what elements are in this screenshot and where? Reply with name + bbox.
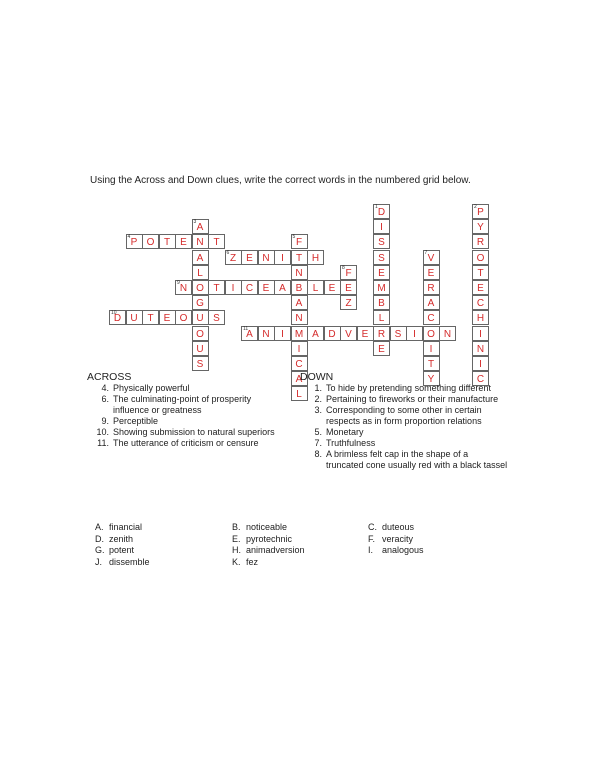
cell-letter: R [476,237,485,249]
cell-letter: I [281,252,284,264]
across-clue: 9. Perceptible [101,416,159,426]
cell-letter: N [262,252,270,264]
cell-letter: Y [477,222,484,234]
cell-letter: A [295,298,303,310]
grid-cell[interactable] [423,310,440,325]
grid-cell[interactable] [225,280,242,295]
word-bank-column-3 [368,522,424,557]
cell-letter: T [147,313,154,325]
across-clue: 4. Physically powerful [101,383,190,393]
cell-letter: A [295,374,303,386]
grid-cell[interactable] [192,265,209,280]
cell-letter: T [427,359,435,370]
grid-cell[interactable] [126,310,143,325]
cell-letter: D [113,313,122,325]
grid-cell[interactable] [225,250,242,265]
cell-letter: A [246,328,253,340]
grid-cell[interactable] [373,234,390,249]
cell-number: 8 [342,264,345,271]
grid-cell[interactable] [373,326,390,341]
word-bank-item: J. dissemble [95,556,150,567]
cell-letter: E [246,252,253,264]
grid-cell[interactable] [472,295,489,310]
across-clue: 10. Showing submission to natural superiors [96,427,275,437]
down-clue: 1. To hide by pretending something different [314,383,491,393]
cell-letter: S [378,237,385,249]
grid-cell[interactable] [373,204,390,219]
cell-letter: S [394,328,402,340]
word-bank-item: H. animadversion [232,545,305,555]
grid-cell[interactable] [291,295,308,310]
grid-cell[interactable] [291,310,308,325]
word-bank-item: K. fez [232,556,259,567]
grid-cell[interactable] [291,356,308,371]
cell-number: 3 [193,219,197,226]
grid-cell[interactable] [274,250,291,265]
cell-letter: A [196,222,204,234]
cell-letter: C [476,374,485,386]
cell-letter: B [378,298,385,310]
grid-cell[interactable] [307,326,324,341]
across-clues [87,383,287,449]
grid-cell[interactable] [291,265,308,280]
across-heading: ACROSS [87,371,132,383]
down-clue: 5. Monetary [314,427,364,437]
grid-cell[interactable] [307,280,324,295]
grid-cell[interactable] [175,234,192,249]
grid-cell[interactable] [340,295,357,310]
grid-cell[interactable] [373,280,390,295]
cell-letter: C [245,283,254,294]
cell-letter: T [477,267,484,279]
grid-cell[interactable] [472,310,489,325]
cell-letter: S [378,252,385,264]
grid-cell[interactable] [142,310,159,325]
grid-cell[interactable] [357,326,374,341]
grid-cell[interactable] [472,280,489,295]
cell-letter: R [427,283,435,294]
grid-cell[interactable] [423,295,440,310]
grid-cell[interactable] [241,280,258,295]
grid-cell[interactable] [192,341,209,356]
grid-cell[interactable] [406,326,423,341]
cell-letter: C [476,298,485,310]
cell-letter: A [279,283,286,294]
cell-number: 1 [375,204,378,210]
cell-letter: E [328,283,336,294]
grid-cell[interactable] [472,204,489,219]
grid-cell[interactable] [340,326,357,341]
grid-cell[interactable] [324,326,341,341]
cell-letter: U [130,313,138,325]
cell-letter: E [477,283,484,294]
cell-letter: E [345,283,352,294]
grid-cell[interactable] [192,310,209,325]
cell-letter: N [179,283,188,294]
cell-letter: I [479,359,482,370]
down-clue: 8. A brimless felt cap in the shape of a truncated cone usually red with a black tassel [314,449,508,470]
cell-letter: H [476,313,485,325]
cell-letter: L [296,389,302,401]
down-clue: 3. Corresponding to some other in certain respects as in form proportion relations [314,405,482,426]
cell-letter: N [295,313,303,325]
cell-letter: L [378,313,385,325]
grid-cell[interactable] [373,265,390,280]
cell-letter: I [231,283,235,294]
grid-cell[interactable] [192,356,209,371]
across-clue: 6. The culminating-point of prosperity influence or greatness [101,394,252,415]
cell-letter: I [281,328,284,340]
cell-letter: I [479,328,482,340]
word-bank-item: F. veracity [368,533,414,544]
cell-letter: Z [345,298,352,310]
cell-letter: S [213,313,220,325]
grid-cell[interactable] [291,341,308,356]
grid-cell[interactable] [192,234,209,249]
down-clue: 7. Truthfulness [314,438,376,448]
grid-cell[interactable] [258,326,275,341]
cell-letter: C [427,313,435,325]
cell-letter: N [295,267,303,279]
cell-letter: E [378,267,385,279]
across-clue: 11. The utterance of criticism or censure [97,438,259,448]
grid-cell[interactable] [291,250,308,265]
grid-cell[interactable] [423,326,440,341]
cell-letter: E [262,283,270,294]
grid-cell[interactable] [192,326,209,341]
cell-letter: T [163,237,171,249]
cell-letter: L [312,283,319,294]
cell-letter: A [427,298,435,310]
cell-letter: R [377,328,386,340]
grid-cell[interactable] [423,356,440,371]
cell-letter: L [197,267,203,279]
word-bank-item: G. potent [95,545,135,555]
cell-letter: N [443,328,452,340]
cell-letter: M [294,328,304,340]
down-clue: 2. Pertaining to fireworks or their manufacture [314,394,499,404]
cell-letter: P [130,237,138,249]
grid-cell[interactable] [142,234,159,249]
grid-cell[interactable] [159,234,176,249]
cell-number: 11 [243,325,249,332]
cell-letter: T [295,252,303,264]
grid-cell[interactable] [472,341,489,356]
grid-cell[interactable] [126,234,143,249]
cell-number: 7 [424,249,428,256]
cell-letter: O [476,252,485,264]
word-bank-item: I. analogous [368,545,424,555]
cell-letter: D [328,328,336,340]
cell-letter: I [429,343,433,355]
cell-letter: A [312,328,319,340]
cell-letter: N [262,328,270,340]
grid-cell[interactable] [373,219,390,234]
cell-letter: A [196,252,204,264]
grid-cell[interactable] [472,234,489,249]
cell-letter: O [196,283,204,294]
grid-cell[interactable] [423,250,440,265]
cell-letter: D [377,207,386,218]
grid-cell[interactable] [373,310,390,325]
grid-cell[interactable] [324,280,341,295]
cell-letter: O [196,328,204,340]
grid-cell[interactable] [258,250,275,265]
grid-cell[interactable] [423,341,440,356]
grid-cell[interactable] [423,280,440,295]
cell-letter: M [377,283,386,294]
cell-letter: E [427,267,435,279]
cell-letter: F [345,267,352,279]
grid-cell[interactable] [472,326,489,341]
word-bank-item: C. duteous [368,522,415,532]
down-heading: DOWN [300,371,334,383]
grid-cell[interactable] [373,250,390,265]
cell-letter: P [477,207,484,218]
grid-cell[interactable] [373,295,390,310]
grid-cell[interactable] [472,219,489,234]
grid-cell[interactable] [340,280,357,295]
grid-cell[interactable] [439,326,456,341]
grid-cell[interactable] [192,280,209,295]
grid-cell[interactable] [274,280,291,295]
cell-letter: B [295,283,303,294]
grid-cell[interactable] [340,265,357,280]
grid-cell[interactable] [390,326,407,341]
cell-number: 5 [292,234,296,241]
grid-cell[interactable] [175,280,192,295]
word-bank-item: D. zenith [95,533,134,544]
grid-cell[interactable] [208,280,225,295]
cell-letter: N [196,237,204,249]
word-bank-item: B. noticeable [232,522,288,532]
cell-letter: I [297,343,301,355]
cell-number: 4 [127,234,131,241]
cell-letter: G [196,298,204,310]
word-bank-item: A. financial [95,522,143,532]
grid-cell[interactable] [192,219,209,234]
cell-letter: O [179,313,188,325]
cell-letter: E [180,237,187,249]
down-clues [300,383,508,471]
grid-cell[interactable] [241,326,258,341]
grid-cell[interactable] [258,280,275,295]
grid-cell[interactable] [472,250,489,265]
cell-letter: T [213,237,220,249]
word-bank-column-1 [95,522,150,568]
grid-cell[interactable] [208,234,225,249]
cell-letter: E [378,343,385,355]
instructions: Using the Across and Down clues, write the correct words in the numbered grid below. [90,175,471,186]
cell-letter: H [311,252,320,264]
cell-number: 6 [226,249,230,256]
grid-cell[interactable] [291,280,308,295]
cell-letter: N [476,343,485,355]
grid-cell[interactable] [307,250,324,265]
grid-cell[interactable] [472,356,489,371]
cell-letter: F [295,237,303,249]
cell-letter: V [427,252,435,264]
cell-letter: S [196,359,204,370]
grid-cell[interactable] [241,250,258,265]
cell-letter: O [146,237,155,249]
cell-number: 10 [111,310,117,317]
cell-letter: U [196,313,204,325]
grid-cell[interactable] [291,234,308,249]
cell-letter: V [345,328,352,340]
grid-cell[interactable] [472,265,489,280]
cell-letter: E [163,313,171,325]
grid-cell[interactable] [192,295,209,310]
cell-letter: U [196,343,204,355]
cell-letter: I [380,222,383,234]
cell-letter: C [295,359,303,370]
cell-letter: Y [427,374,435,386]
grid-cell[interactable] [109,310,126,325]
word-bank-item: E. pyrotechnic [232,533,293,544]
cell-number: 2 [474,204,477,210]
cell-number: 9 [177,280,180,286]
grid-cell[interactable] [423,265,440,280]
grid-cell[interactable] [208,310,225,325]
grid-cell[interactable] [274,326,291,341]
grid-cell[interactable] [373,341,390,356]
cell-letter: I [413,328,416,340]
cell-letter: E [361,328,369,340]
cell-letter: O [427,328,435,340]
word-bank-column-2 [232,522,305,568]
cell-letter: T [213,283,220,294]
grid-cell[interactable] [159,310,176,325]
grid-cell[interactable] [175,310,192,325]
grid-cell[interactable] [291,326,308,341]
grid-cell[interactable] [192,250,209,265]
cell-letter: Z [229,252,237,264]
